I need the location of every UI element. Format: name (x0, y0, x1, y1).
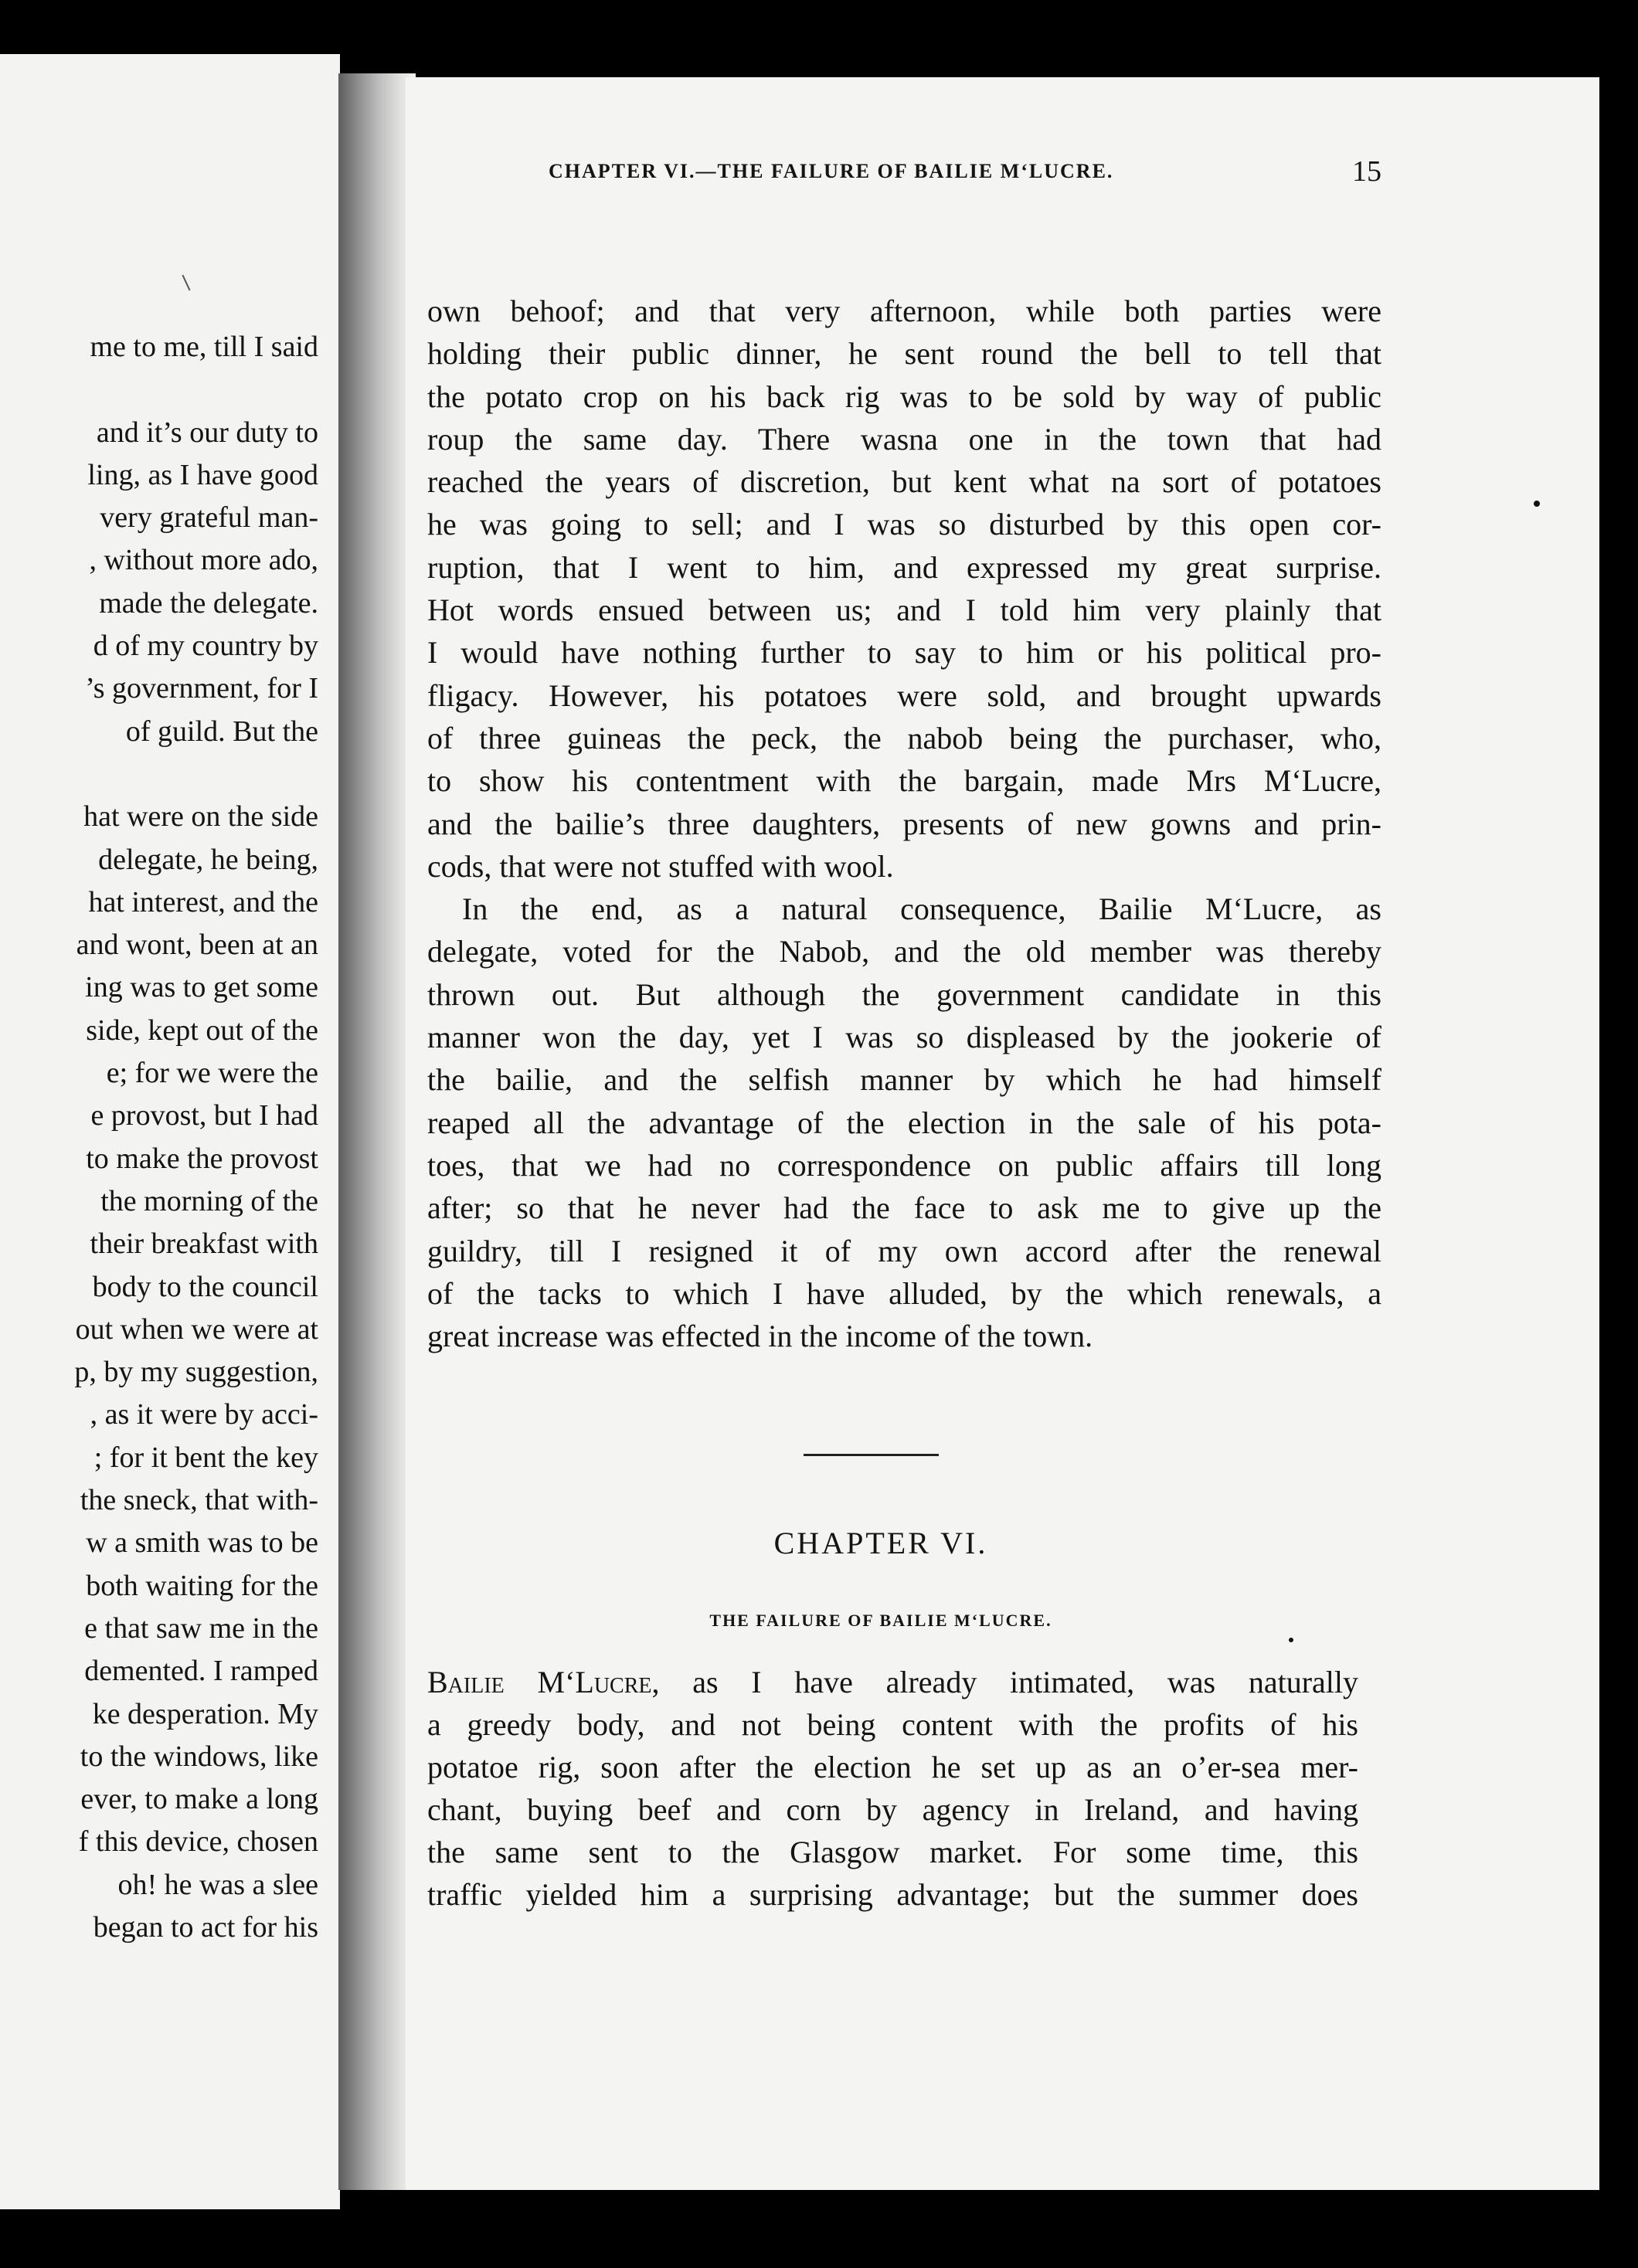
book-gutter-shadow (338, 73, 416, 2190)
left-line: me to me, till I said (90, 331, 318, 363)
text-line: the same sent to the Glasgow market. For some time, this (427, 1835, 1358, 1869)
chapter-heading: CHAPTER VI. (773, 1526, 988, 1560)
left-line: ’s government, for I (85, 672, 318, 705)
text-line: the bailie, and the selfish manner by which he had himself (427, 1062, 1381, 1098)
left-line: to make the provost (86, 1142, 318, 1175)
left-line: side, kept out of the (86, 1013, 318, 1047)
text-line: he was going to sell; and I was so disturbed by this open cor- (427, 507, 1381, 542)
text-line: chant, buying beef and corn by agency in Ireland, and having (427, 1792, 1358, 1827)
text-line: great increase was effected in the income of the town. (427, 1319, 1093, 1354)
left-line: ke desperation. My (92, 1697, 318, 1730)
left-line: ; for it bent the key (93, 1441, 318, 1474)
text-line: reached the years of discretion, but kent what na sort of potatoes (427, 464, 1381, 500)
left-line: began to act for his (93, 1910, 318, 1944)
left-line: delegate, he being, (98, 843, 318, 876)
body-text (427, 290, 1381, 1357)
ink-mark (182, 275, 190, 291)
text-line: potatoe rig, soon after the election he set up as an o’er-sea mer- (427, 1750, 1358, 1784)
text-line (427, 1661, 1358, 1703)
chapter-subtitle: THE FAILURE OF BAILIE M‘LUCRE. (709, 1611, 1052, 1630)
left-line: oh! he was a slee (117, 1868, 318, 1901)
left-line: e; for we were the (106, 1057, 318, 1090)
left-line: f this device, chosen (78, 1825, 318, 1859)
left-line: ling, as I have good (87, 458, 318, 491)
page-number: 15 (1352, 155, 1381, 188)
left-line: of guild. But the (125, 715, 318, 748)
left-line: very grateful man- (100, 501, 318, 535)
text-line-rest: as I have already intimated, was naturally (659, 1665, 1358, 1699)
left-line: both waiting for the (86, 1569, 318, 1602)
text-line: to show his contentment with the bargain, made Mrs M‘Lucre, (427, 763, 1381, 799)
left-page-text (74, 326, 318, 1949)
text-line: of the tacks to which I have alluded, by the which renewals, a (427, 1275, 1381, 1311)
left-line: made the delegate. (99, 586, 318, 620)
text-line: ruption, that I went to him, and expressed my great surprise. (427, 549, 1381, 585)
left-line: and wont, been at an (76, 929, 318, 962)
text-line: guildry, till I resigned it of my own accord after the renewal (427, 1233, 1381, 1268)
left-line: the sneck, that with- (80, 1484, 318, 1517)
left-line: w a smith was to be (86, 1526, 318, 1560)
section-divider (804, 1454, 939, 1456)
left-line: their breakfast with (90, 1227, 318, 1261)
text-line: the potato crop on his back rig was to be sold by way of public (427, 379, 1381, 414)
text-line: toes, that we had no correspondence on public affairs till long (427, 1147, 1381, 1183)
text-line: roup the same day. There wasna one in the town that had (427, 421, 1381, 457)
left-line: e that saw me in the (84, 1611, 318, 1645)
text-line: cods, that were not stuffed with wool. (427, 848, 894, 884)
text-line: reaped all the advantage of the election in the sale of his pota- (427, 1105, 1381, 1140)
left-line-gap (74, 753, 318, 796)
left-line: out when we were at (75, 1312, 318, 1346)
text-line: after; so that he never had the face to ask me to give up the (427, 1190, 1381, 1226)
left-line: , as it were by acci- (90, 1398, 318, 1431)
text-line: Hot words ensued between us; and I told him very plainly that (427, 592, 1381, 628)
left-line: the morning of the (100, 1184, 318, 1217)
left-line: body to the council (92, 1270, 318, 1303)
left-line: ever, to make a long (80, 1783, 318, 1816)
left-page (0, 54, 340, 2209)
left-line: demented. I ramped (84, 1655, 318, 1688)
left-line: to the windows, like (80, 1740, 318, 1773)
text-line: fligacy. However, his potatoes were sold, and brought upwards (427, 677, 1381, 713)
text-line: manner won the day, yet I was so displeased by the jookerie of (427, 1020, 1381, 1055)
ink-speck (1534, 501, 1540, 507)
running-head: CHAPTER VI.—THE FAILURE OF BAILIE M‘LUCRE. (549, 160, 1114, 182)
left-line: , without more ado, (89, 544, 318, 577)
text-line: I would have nothing further to say to him or his political pro- (427, 635, 1381, 671)
left-line: and it’s our duty to (96, 416, 318, 449)
left-line: hat were on the side (83, 800, 318, 834)
left-line: e provost, but I had (90, 1099, 318, 1132)
text-line: In the end, as a natural consequence, Bailie M‘Lucre, as (462, 891, 1381, 927)
text-line: own behoof; and that very afternoon, while both parties were (427, 294, 1381, 328)
text-line: and the bailie’s three daughters, presents of new gowns and prin- (427, 806, 1381, 841)
text-line: traffic yielded him a surprising advantage; but the summer does (427, 1877, 1358, 1912)
text-line: a greedy body, and not being content with the profits of his (427, 1707, 1358, 1742)
text-line: of three guineas the peck, the nabob being the purchaser, who, (427, 720, 1381, 755)
text-line: delegate, voted for the Nabob, and the old member was thereby (427, 934, 1381, 969)
chapter-body-text (427, 1661, 1358, 1916)
left-line-gap (74, 368, 318, 411)
opening-small-caps: Bailie M‘Lucre, (427, 1665, 660, 1699)
text-line: holding their public dinner, he sent round the bell to tell that (427, 336, 1381, 372)
left-line: p, by my suggestion, (74, 1356, 318, 1389)
text-line: thrown out. But although the government candidate in this (427, 976, 1381, 1012)
left-line: d of my country by (93, 630, 318, 663)
ink-speck (1289, 1638, 1293, 1642)
left-line: hat interest, and the (88, 885, 318, 918)
left-line: ing was to get some (85, 971, 318, 1004)
